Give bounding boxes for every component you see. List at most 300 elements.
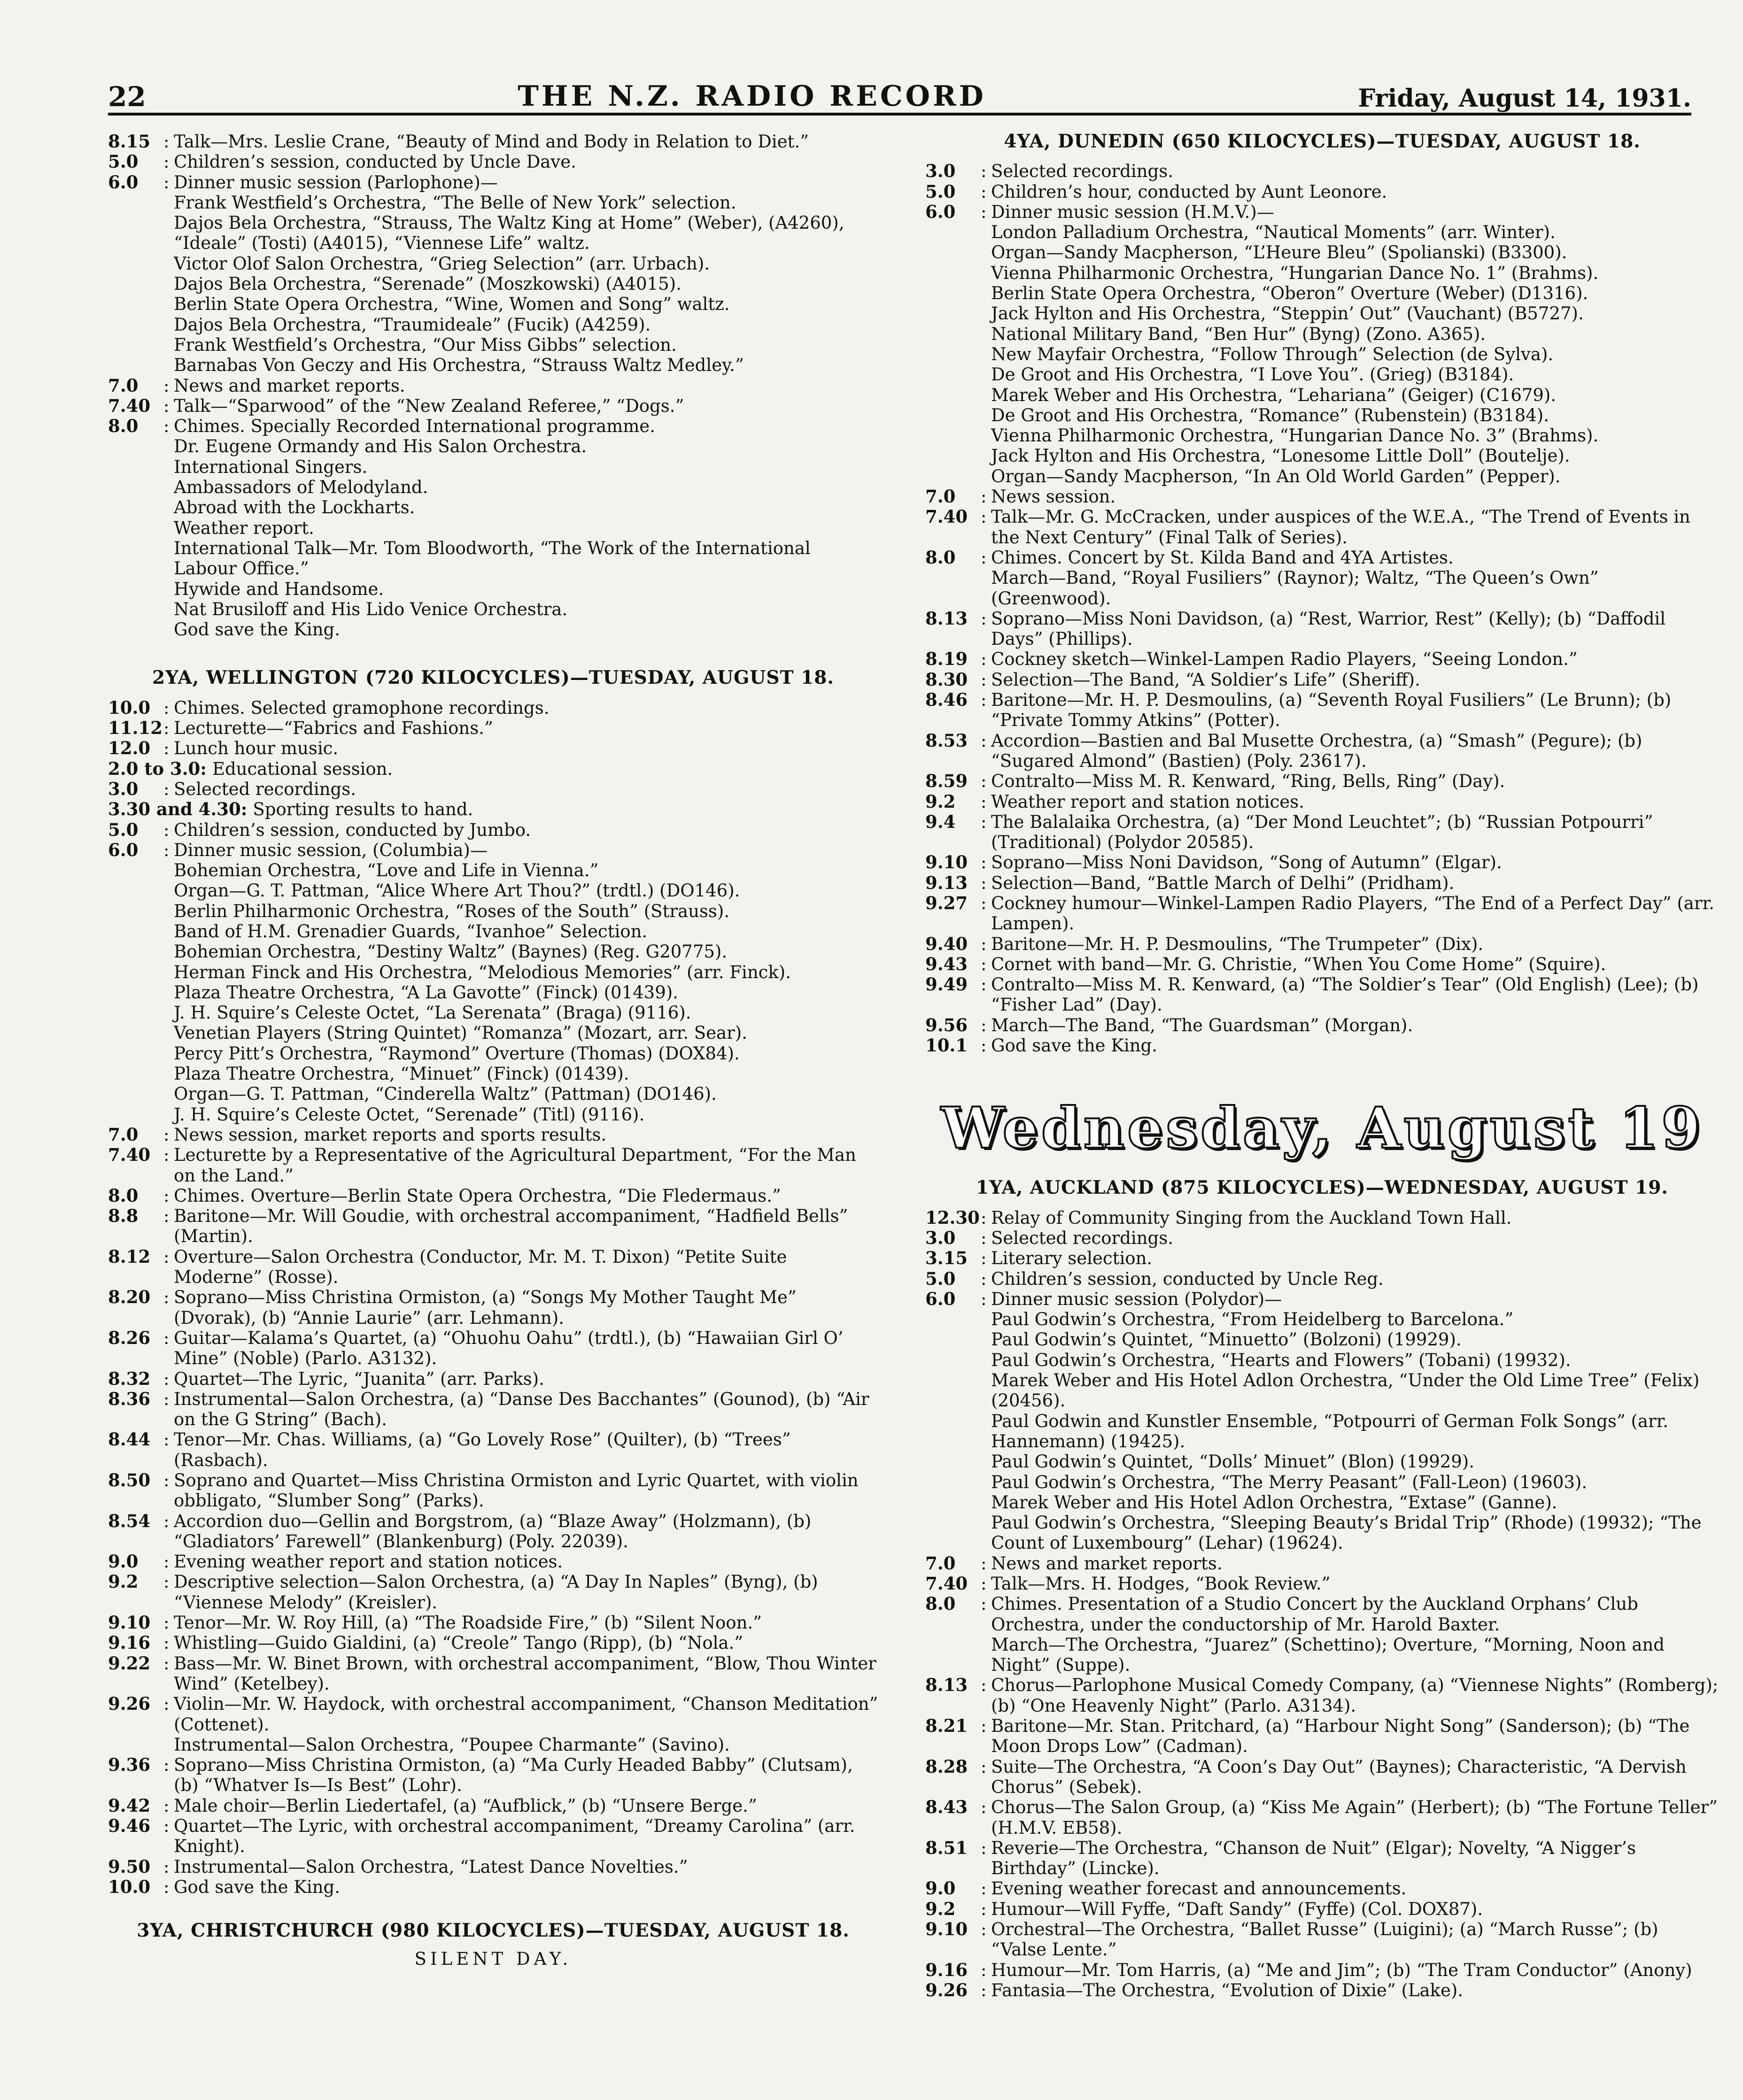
entry-text: Lunch hour music. <box>174 738 339 759</box>
entry-text: Chorus—Parlophone Musical Comedy Company, (a) “Viennese Nights” (Romberg); (b) “One Heavenly Night” (Parlo. A3134). <box>991 1675 1719 1716</box>
entry-time: 6.0 <box>925 1288 956 1309</box>
entry-text: News session, market reports and sports results. <box>174 1124 607 1145</box>
entry-text: Talk—Mrs. Leslie Crane, “Beauty of Mind and Body in Relation to Diet.” <box>174 131 809 152</box>
programme-entry: 9.2 : Humour—Will Fyffe, “Daft Sandy” (Fyffe) (Col. DOX87). <box>925 1899 1719 1919</box>
entry-text: Talk—“Sparwood” of the “New Zealand Referee,” “Dogs.” <box>174 395 684 416</box>
programme-item: Berlin State Opera Orchestra, “Wine, Women and Song” waltz. <box>174 294 730 315</box>
entry-text: Chimes. Concert by St. Kilda Band and 4YA Artistes. <box>991 547 1454 568</box>
entry-text: Contralto—Miss M. R. Kenward, “Ring, Bells, Ring” (Day). <box>991 771 1505 792</box>
programme-item: Paul Godwin’s Quintet, “Dolls’ Minuet” (Blon) (19929). <box>991 1451 1475 1472</box>
entry-time: 8.43 <box>925 1797 968 1818</box>
programme-item: Paul Godwin’s Orchestra, “Sleeping Beauty’s Bridal Trip” (Rhode) (19932); “The Count of Luxembourg” (Lehar) (19624). <box>991 1513 1702 1553</box>
programme-entry: 8.13 : Chorus—Parlophone Musical Comedy Company, (a) “Viennese Nights” (Romberg); (b) “One Heavenly Night” (Parlo. A3134). <box>925 1675 1719 1716</box>
programme-entry: 3.0 : Selected recordings. <box>925 1228 1719 1248</box>
entry-text: Selected recordings. <box>174 779 356 799</box>
entry-time: 8.54 <box>108 1510 151 1531</box>
entry-time: 10.0 <box>108 1876 151 1897</box>
entry-time: 9.49 <box>925 974 968 995</box>
programme-entry: 6.0 : Dinner music session, (Columbia)— <box>108 840 878 860</box>
entry-text: Children’s session, conducted by Uncle Reg. <box>991 1268 1384 1289</box>
programme-entry: 8.30 : Selection—The Band, “A Soldier’s Life” (Sheriff). <box>925 670 1719 690</box>
programme-entry: 8.46 : Baritone—Mr. H. P. Desmoulins, (a) “Seventh Royal Fusiliers” (Le Brunn); (b) “Private Tommy Atkins” (Potter). <box>925 690 1719 731</box>
entry-time: 11.12 <box>108 718 163 739</box>
entry-time: 8.30 <box>925 669 968 690</box>
programme-entry: 8.15 : Talk—Mrs. Leslie Crane, “Beauty of Mind and Body in Relation to Diet.” <box>108 131 878 152</box>
programme-entry: 8.0 : Chimes. Specially Recorded International programme. <box>108 416 878 436</box>
programme-item: National Military Band, “Ben Hur” (Byng) (Zono. A365). <box>991 324 1486 344</box>
programme-item: Abroad with the Lockharts. <box>174 497 415 518</box>
programme-entry: 8.36 : Instrumental—Salon Orchestra, (a) “Danse Des Bacchantes” (Gounod), (b) “Air on the G String” (Bach). <box>108 1389 878 1430</box>
programme-item: Organ—G. T. Pattman, “Alice Where Art Thou?” (trdtl.) (DO146). <box>174 880 740 901</box>
entry-time: 9.40 <box>925 933 968 954</box>
entry-time: 6.0 <box>108 839 139 860</box>
entry-text: Accordion—Bastien and Bal Musette Orchestra, (a) “Smash” (Pegure); (b) “Sugared Almond” (Bastien) (Poly. 23617). <box>991 730 1642 771</box>
entry-time: 3.15 <box>925 1248 968 1269</box>
programme-entry: 8.51 : Reverie—The Orchestra, “Chanson de Nuit” (Elgar); Novelty, “A Nigger’s Birthday” (Lincke). <box>925 1838 1719 1879</box>
entry-text: Cornet with band—Mr. G. Christie, “When You Come Home” (Squire). <box>991 954 1606 974</box>
programme-entry: 7.40 : Lecturette by a Representative of the Agricultural Department, “For the Man on the Land.” <box>108 1145 878 1186</box>
programme-item: London Palladium Orchestra, “Nautical Moments” (arr. Winter). <box>991 222 1556 243</box>
programme-item: Paul Godwin’s Orchestra, “From Heidelberg to Barcelona.” <box>991 1309 1514 1330</box>
entry-text: News and market reports. <box>174 375 405 396</box>
entry-text: News session. <box>991 486 1116 507</box>
entry-time: 9.27 <box>925 892 968 913</box>
programme-entry: 9.27 : Cockney humour—Winkel-Lampen Radio Players, “The End of a Perfect Day” (arr. Lampen). <box>925 893 1719 934</box>
programme-item: Band of H.M. Grenadier Guards, “Ivanhoe” Selection. <box>174 921 648 942</box>
entry-text: Cockney sketch—Winkel-Lampen Radio Players, “Seeing London.” <box>991 649 1578 670</box>
entry-time: 7.0 <box>108 375 139 396</box>
page-header <box>108 70 1691 116</box>
entry-time: 7.40 <box>925 506 968 527</box>
programme-entry: 9.56 : March—The Band, “The Guardsman” (Morgan). <box>925 1015 1719 1035</box>
entry-time: 9.10 <box>925 852 968 873</box>
entry-text: Chimes. Overture—Berlin State Opera Orchestra, “Die Fledermaus.” <box>174 1185 781 1206</box>
entry-text: Whistling—Guido Gialdini, (a) “Creole” Tango (Ripp), (b) “Nola.” <box>174 1633 744 1653</box>
programme-item: Weather report. <box>174 517 314 538</box>
entry-text: Sporting results to hand. <box>253 799 473 820</box>
entry-text: Lecturette by a Representative of the Agricultural Department, “For the Man on the Land.” <box>174 1145 856 1186</box>
programme-entry: 7.40 : Talk—Mr. G. McCracken, under auspices of the W.E.A., “The Trend of Events in the Next Century” (Final Talk of Series). <box>925 507 1719 548</box>
entry-time: 5.0 <box>925 1268 956 1289</box>
entry-time: 9.0 <box>925 1878 956 1899</box>
entry-time: 8.0 <box>108 416 139 437</box>
programme-entry: 10.0 : God save the King. <box>108 1877 878 1897</box>
entry-text: Talk—Mrs. H. Hodges, “Book Review.” <box>991 1574 1331 1594</box>
programme-item: International Singers. <box>174 456 368 477</box>
programme-entry: 3.0 : Selected recordings. <box>925 161 1719 181</box>
entry-time: 8.26 <box>108 1327 151 1348</box>
entry-text: Dinner music session (H.M.V.)— <box>991 201 1274 222</box>
programme-item: Marek Weber and His Hotel Adlon Orchestra, “Under the Old Lime Tree” (Felix) (20456). <box>991 1370 1700 1411</box>
entry-time: 5.0 <box>925 181 956 202</box>
entry-time: 8.15 <box>108 131 151 152</box>
station-heading-4ya: 4YA, DUNEDIN (650 KILOCYCLES)—TUESDAY, AUGUST 18. <box>1004 131 1641 152</box>
right-column <box>925 131 1719 2000</box>
entry-text: Suite—The Orchestra, “A Coon’s Day Out” (Baynes); Characteristic, “A Dervish Chorus” (Sebek). <box>991 1756 1687 1797</box>
programme-item: Marek Weber and His Orchestra, “Lehariana” (Geiger) (C1679). <box>991 385 1557 405</box>
programme-entry: 10.1 : God save the King. <box>925 1035 1719 1056</box>
entry-time: 9.13 <box>925 872 968 893</box>
entry-text: Weather report and station notices. <box>991 791 1304 812</box>
programme-item: March—The Orchestra, “Juarez” (Schettino); Overture, “Morning, Noon and Night” (Suppe). <box>991 1634 1665 1675</box>
entry-text: March—The Band, “The Guardsman” (Morgan). <box>991 1015 1413 1035</box>
programme-item: Organ—Sandy Macpherson, “L’Heure Bleu” (Spolianski) (B3300). <box>991 242 1567 263</box>
programme-entry: 9.50 : Instrumental—Salon Orchestra, “Latest Dance Novelties.” <box>108 1857 878 1877</box>
programme-entry: 8.12 : Overture—Salon Orchestra (Conductor, Mr. M. T. Dixon) “Petite Suite Moderne” (Rosse). <box>108 1247 878 1288</box>
entry-time: 8.51 <box>925 1837 968 1858</box>
programme-item: New Mayfair Orchestra, “Follow Through” Selection (de Sylva). <box>991 344 1554 364</box>
entry-text: Overture—Salon Orchestra (Conductor, Mr. M. T. Dixon) “Petite Suite Moderne” (Rosse). <box>174 1246 787 1288</box>
entry-text: Selected recordings. <box>991 161 1173 182</box>
entry-time: 7.0 <box>925 486 956 507</box>
entry-text: Tenor—Mr. W. Roy Hill, (a) “The Roadside Fire,” (b) “Silent Noon.” <box>174 1613 762 1633</box>
day-heading: Wednesday, August 19 <box>941 1095 1704 1162</box>
programme-item: Instrumental—Salon Orchestra, “Poupee Charmante” (Savino). <box>174 1734 730 1755</box>
entry-text: Instrumental—Salon Orchestra, (a) “Danse Des Bacchantes” (Gounod), (b) “Air on the G String” (Bach). <box>174 1389 869 1430</box>
entry-time: 8.0 <box>925 1593 956 1614</box>
entry-text: God save the King. <box>991 1035 1157 1056</box>
entry-text: God save the King. <box>174 1876 340 1897</box>
entry-time: 8.13 <box>925 608 968 629</box>
programme-entry: 9.10 : Soprano—Miss Noni Davidson, “Song of Autumn” (Elgar). <box>925 852 1719 872</box>
programme-entry: 8.19 : Cockney sketch—Winkel-Lampen Radio Players, “Seeing London.” <box>925 649 1719 669</box>
entry-text: Selection—Band, “Battle March of Delhi” (Pridham). <box>991 872 1455 893</box>
entry-text: Relay of Community Singing from the Auckland Town Hall. <box>991 1207 1512 1228</box>
programme-entry: 8.13 : Soprano—Miss Noni Davidson, (a) “Rest, Warrior, Rest” (Kelly); (b) “Daffodil Days” (Phillips). <box>925 609 1719 649</box>
programme-entry: 9.0 : Evening weather report and station notices. <box>108 1552 878 1572</box>
programme-entry: 10.0 : Chimes. Selected gramophone recordings. <box>108 698 878 718</box>
programme-entry: 6.0 : Dinner music session (Parlophone)— <box>108 172 878 193</box>
programme-item: Hywide and Handsome. <box>174 579 384 599</box>
entry-text: Chimes. Selected gramophone recordings. <box>174 697 550 718</box>
programme-entry: 9.4 : The Balalaika Orchestra, (a) “Der Mond Leuchtet”; (b) “Russian Potpourri” (Traditional) (Polydor 20585). <box>925 812 1719 853</box>
entry-text: Educational session. <box>212 758 393 779</box>
entry-time: 8.21 <box>925 1715 968 1737</box>
entry-text: Evening weather report and station notices. <box>174 1552 563 1572</box>
entry-time: 3.0 <box>108 778 139 799</box>
programme-entry: 8.53 : Accordion—Bastien and Bal Musette Orchestra, (a) “Smash” (Pegure); (b) “Sugared Almond” (Bastien) (Poly. 23617). <box>925 731 1719 772</box>
programme-entry: 8.59 : Contralto—Miss M. R. Kenward, “Ring, Bells, Ring” (Day). <box>925 771 1719 791</box>
programme-item: Dajos Bela Orchestra, “Serenade” (Moszkowski) (A4015). <box>174 274 682 294</box>
entry-time: 7.0 <box>925 1552 956 1574</box>
programme-entry: 8.0 : Chimes. Concert by St. Kilda Band and 4YA Artistes. <box>925 548 1719 568</box>
entry-time: 9.26 <box>925 1979 968 2000</box>
programme-item: Marek Weber and His Hotel Adlon Orchestra, “Extase” (Ganne). <box>991 1492 1557 1513</box>
programme-item: Venetian Players (String Quintet) “Romanza” (Mozart, arr. Sear). <box>174 1023 747 1043</box>
entry-text: Soprano—Miss Noni Davidson, (a) “Rest, Warrior, Rest” (Kelly); (b) “Daffodil Days” (Phillips). <box>991 608 1666 649</box>
entry-text: Evening weather forecast and announcements. <box>991 1878 1407 1899</box>
entry-text: Quartet—The Lyric, “Juanita” (arr. Parks). <box>174 1368 544 1389</box>
entry-time: 8.28 <box>925 1756 968 1777</box>
programme-entry: 8.28 : Suite—The Orchestra, “A Coon’s Day Out” (Baynes); Characteristic, “A Dervish Chorus” (Sebek). <box>925 1757 1719 1798</box>
entry-time: 9.50 <box>108 1856 151 1877</box>
programme-entry: 8.0 : Chimes. Overture—Berlin State Opera Orchestra, “Die Fledermaus.” <box>108 1186 878 1206</box>
programme-entry: 12.0 : Lunch hour music. <box>108 738 878 758</box>
entry-text: Children’s hour, conducted by Aunt Leonore. <box>991 181 1387 202</box>
programme-item: Bohemian Orchestra, “Destiny Waltz” (Baynes) (Reg. G20775). <box>174 942 728 962</box>
programme-entry: 8.43 : Chorus—The Salon Group, (a) “Kiss Me Again” (Herbert); (b) “The Fortune Teller” (H.M.V. EB58). <box>925 1797 1719 1838</box>
entry-time: 3.0 <box>925 161 956 182</box>
entry-text: Baritone—Mr. Will Goudie, with orchestral accompaniment, “Hadfield Bells” (Martin). <box>174 1206 848 1247</box>
entry-time: 9.4 <box>925 811 956 832</box>
programme-item: Frank Westfield’s Orchestra, “Our Miss Gibbs” selection. <box>174 334 677 355</box>
entry-text: Descriptive selection—Salon Orchestra, (a) “A Day In Naples” (Byng), (b) “Viennese Melody” (Kreisler). <box>174 1572 818 1613</box>
programme-entry: 8.54 : Accordion duo—Gellin and Borgstrom, (a) “Blaze Away” (Holzmann), (b) “Gladiators’ Farewell” (Blankenburg) (Poly. 22039). <box>108 1511 878 1552</box>
entry-text: Chimes. Presentation of a Studio Concert by the Auckland Orphans’ Club Orchestra, under the conductorship of Mr. Harold Baxter. <box>991 1594 1638 1635</box>
entry-time: 8.46 <box>925 689 968 710</box>
entry-time: 9.22 <box>108 1652 151 1674</box>
entry-text: Chorus—The Salon Group, (a) “Kiss Me Again” (Herbert); (b) “The Fortune Teller” (H.M.V. EB58). <box>991 1797 1718 1838</box>
entry-time: 7.40 <box>925 1573 968 1594</box>
entry-text: Selected recordings. <box>991 1228 1173 1248</box>
station-heading-1ya: 1YA, AUCKLAND (875 KILOCYCLES)—WEDNESDAY, AUGUST 19. <box>976 1177 1668 1199</box>
programme-entry: 11.12 : Lecturette—“Fabrics and Fashions.” <box>108 718 878 738</box>
entry-time: 8.20 <box>108 1287 151 1308</box>
entry-text: Contralto—Miss M. R. Kenward, (a) “The Soldier’s Tear” (Old English) (Lee); (b) “Fisher Lad” (Day). <box>991 974 1699 1015</box>
entry-time: 8.0 <box>108 1185 139 1206</box>
programme-item: J. H. Squire’s Celeste Octet, “La Serenata” (Braga) (9116). <box>174 1003 691 1023</box>
entry-text: Quartet—The Lyric, with orchestral accompaniment, “Dreamy Carolina” (arr. Knight). <box>174 1816 855 1857</box>
entry-time: 7.40 <box>108 395 151 416</box>
programme-item: Paul Godwin’s Orchestra, “The Merry Peasant” (Fall-Leon) (19603). <box>991 1472 1588 1492</box>
entry-text: Soprano—Miss Christina Ormiston, (a) “Ma Curly Headed Babby” (Clutsam), (b) “Whatver Is—Is Best” (Lohr). <box>174 1755 853 1796</box>
programme-entry: 7.40 : Talk—Mrs. H. Hodges, “Book Review.” <box>925 1574 1719 1594</box>
entry-text: Male choir—Berlin Liedertafel, (a) “Aufblick,” (b) “Unsere Berge.” <box>174 1795 757 1816</box>
programme-entry: 9.49 : Contralto—Miss M. R. Kenward, (a) “The Soldier’s Tear” (Old English) (Lee); (b) “Fisher Lad” (Day). <box>925 974 1719 1015</box>
entry-text: Children’s session, conducted by Jumbo. <box>174 819 531 840</box>
programme-item: J. H. Squire’s Celeste Octet, “Serenade” (Titl) (9116). <box>174 1104 645 1125</box>
programme-entry: 9.43 : Cornet with band—Mr. G. Christie, “When You Come Home” (Squire). <box>925 954 1719 974</box>
programme-item: De Groot and His Orchestra, “Romance” (Rubenstein) (B3184). <box>991 405 1549 425</box>
entry-text: Talk—Mr. G. McCracken, under auspices of the W.E.A., “The Trend of Events in the Next Century” (Final Talk of Series). <box>991 507 1690 548</box>
programme-item: Berlin State Opera Orchestra, “Oberon” Overture (Weber) (D1316). <box>991 283 1588 304</box>
entry-time: 8.53 <box>925 730 968 751</box>
programme-entry: 9.26 : Violin—Mr. W. Haydock, with orchestral accompaniment, “Chanson Meditation” (Cottenet). <box>108 1693 878 1735</box>
entry-text: Baritone—Mr. H. P. Desmoulins, (a) “Seventh Royal Fusiliers” (Le Brunn); (b) “Private Tommy Atkins” (Potter). <box>991 690 1672 731</box>
entry-time: 8.19 <box>925 649 968 670</box>
entry-time: 12.0 <box>108 738 151 759</box>
programme-item: Organ—G. T. Pattman, “Cinderella Waltz” (Pattman) (DO146). <box>174 1084 717 1104</box>
programme-item: Organ—Sandy Macpherson, “In An Old World Garden” (Pepper). <box>991 466 1561 486</box>
programme-entry: 9.10 : Tenor—Mr. W. Roy Hill, (a) “The Roadside Fire,” (b) “Silent Noon.” <box>108 1613 878 1633</box>
issue-date: Friday, August 14, 1931. <box>1358 84 1691 113</box>
entry-time: 9.0 <box>108 1551 139 1572</box>
programme-entry: 9.2 : Descriptive selection—Salon Orchestra, (a) “A Day In Naples” (Byng), (b) “Viennese Melody” (Kreisler). <box>108 1572 878 1613</box>
programme-item: Jack Hylton and His Orchestra, “Lonesome Little Doll” (Boutelje). <box>991 446 1570 466</box>
programme-entry: 8.20 : Soprano—Miss Christina Ormiston, (a) “Songs My Mother Taught Me” (Dvorak), (b) “Annie Laurie” (arr. Lehmann). <box>108 1287 878 1328</box>
entry-time: 9.36 <box>108 1754 151 1776</box>
programme-entry: 5.0 : Children’s session, conducted by Uncle Dave. <box>108 152 878 172</box>
programme-item: Dr. Eugene Ormandy and His Salon Orchestra. <box>174 436 587 457</box>
programme-item: Jack Hylton and His Orchestra, “Steppin’ Out” (Vauchant) (B5727). <box>991 303 1584 324</box>
programme-entry: 7.0 : News session. <box>925 486 1719 507</box>
entry-time: 9.43 <box>925 953 968 974</box>
programme-entry: 9.46 : Quartet—The Lyric, with orchestral accompaniment, “Dreamy Carolina” (arr. Knight). <box>108 1816 878 1857</box>
programme-entry: 9.42 : Male choir—Berlin Liedertafel, (a) “Aufblick,” (b) “Unsere Berge.” <box>108 1796 878 1816</box>
programme-entry: 9.40 : Baritone—Mr. H. P. Desmoulins, “The Trumpeter” (Dix). <box>925 934 1719 954</box>
programme-item: Ambassadors of Melodyland. <box>174 477 428 498</box>
entry-time: 9.42 <box>108 1795 151 1816</box>
programme-entry: 3.0 : Selected recordings. <box>108 779 878 799</box>
programme-entry: 6.0 : Dinner music session (H.M.V.)— <box>925 202 1719 222</box>
entry-time: 8.32 <box>108 1368 151 1389</box>
programme-entry: 12.30 : Relay of Community Singing from the Auckland Town Hall. <box>925 1208 1719 1228</box>
programme-item: Vienna Philharmonic Orchestra, “Hungarian Dance No. 3” (Brahms). <box>991 425 1599 446</box>
programme-item: Frank Westfield’s Orchestra, “The Belle of New York” selection. <box>174 192 736 213</box>
entry-time: 9.46 <box>108 1815 151 1837</box>
entry-text: Chimes. Specially Recorded International programme. <box>174 416 655 437</box>
programme-1ya-wednesday <box>925 1208 1719 2001</box>
publication-title: THE N.Z. RADIO RECORD <box>518 80 986 113</box>
entry-text: Instrumental—Salon Orchestra, “Latest Dance Novelties.” <box>174 1856 688 1877</box>
programme-item: Victor Olof Salon Orchestra, “Grieg Selection” (arr. Urbach). <box>174 253 710 274</box>
entry-text: Lecturette—“Fabrics and Fashions.” <box>174 718 493 739</box>
entry-text: Orchestral—The Orchestra, “Ballet Russe” (Luigini); (a) “March Russe”; (b) “Valse Lente.” <box>991 1919 1658 1960</box>
entry-text: Selection—The Band, “A Soldier’s Life” (Sheriff). <box>991 669 1420 690</box>
entry-time: 7.0 <box>108 1124 139 1145</box>
station-heading-2ya: 2YA, WELLINGTON (720 KILOCYCLES)—TUESDAY, AUGUST 18. <box>152 667 834 689</box>
entry-text: Violin—Mr. W. Haydock, with orchestral accompaniment, “Chanson Meditation” (Cottenet). <box>174 1694 878 1735</box>
programme-item: Percy Pitt’s Orchestra, “Raymond” Overture (Thomas) (DOX84). <box>174 1043 740 1064</box>
entry-text: The Balalaika Orchestra, (a) “Der Mond Leuchtet”; (b) “Russian Potpourri” (Traditional) (Polydor 20585). <box>991 811 1653 853</box>
entry-text: Literary selection. <box>991 1248 1153 1269</box>
programme-entry: 9.2 : Weather report and station notices. <box>925 792 1719 812</box>
entry-time: 9.10 <box>108 1612 151 1633</box>
programme-entry: 7.0 : News and market reports. <box>108 376 878 396</box>
programme-entry: 9.0 : Evening weather forecast and announcements. <box>925 1878 1719 1899</box>
programme-item: Nat Brusiloff and His Lido Venice Orchestra. <box>174 599 568 619</box>
programme-entry: 5.0 : Children’s hour, conducted by Aunt Leonore. <box>925 182 1719 202</box>
entry-text: Accordion duo—Gellin and Borgstrom, (a) “Blaze Away” (Holzmann), (b) “Gladiators’ Farewell” (Blankenburg) (Poly. 22039). <box>174 1511 812 1552</box>
entry-text: Guitar—Kalama’s Quartet, (a) “Ohuohu Oahu” (trdtl.), (b) “Hawaiian Girl O’ Mine” (Noble) (Parlo. A3132). <box>174 1328 844 1369</box>
station-heading-3ya: 3YA, CHRISTCHURCH (980 KILOCYCLES)—TUESDAY, AUGUST 18. <box>137 1920 850 1942</box>
entry-text: Soprano and Quartet—Miss Christina Ormiston and Lyric Quartet, with violin obbligato, “Slumber Song” (Parks). <box>174 1470 859 1511</box>
entry-time: 8.36 <box>108 1388 151 1409</box>
entry-time: 8.0 <box>925 547 956 568</box>
entry-time: 9.16 <box>925 1959 968 1980</box>
page-number: 22 <box>108 81 146 113</box>
programme-entry: 7.0 : News session, market reports and sports results. <box>108 1125 878 1145</box>
entry-time: 8.8 <box>108 1205 139 1227</box>
programme-item: Paul Godwin and Kunstler Ensemble, “Potpourri of German Folk Songs” (arr. Hannemann) (19425). <box>991 1411 1669 1451</box>
programme-item: Vienna Philharmonic Orchestra, “Hungarian Dance No. 1” (Brahms). <box>991 262 1599 283</box>
programme-entry: 8.8 : Baritone—Mr. Will Goudie, with orchestral accompaniment, “Hadfield Bells” (Martin). <box>108 1206 878 1247</box>
programme-item: Dajos Bela Orchestra, “Strauss, The Waltz King at Home” (Weber), (A4260), “Ideale” (Tosti) (A4015), “Viennese Life” waltz. <box>174 213 844 254</box>
programme-entry: 8.44 : Tenor—Mr. Chas. Williams, (a) “Go Lovely Rose” (Quilter), (b) “Trees” (Rasbach). <box>108 1429 878 1470</box>
entry-text: Soprano—Miss Noni Davidson, “Song of Autumn” (Elgar). <box>991 852 1502 873</box>
entry-time: 8.13 <box>925 1675 968 1696</box>
programme-entry: 3.15 : Literary selection. <box>925 1248 1719 1268</box>
entry-text: Dinner music session, (Columbia)— <box>174 840 488 860</box>
entry-time: 9.2 <box>925 1898 956 1919</box>
programme-entry: 9.16 : Humour—Mr. Tom Harris, (a) “Me and Jim”; (b) “The Tram Conductor” (Anony) <box>925 1960 1719 1980</box>
entry-time: 6.0 <box>925 201 956 222</box>
entry-text: Cockney humour—Winkel-Lampen Radio Players, “The End of a Perfect Day” (arr. Lampen). <box>991 893 1714 934</box>
entry-text: Dinner music session (Polydor)— <box>991 1289 1282 1309</box>
entry-time: 8.50 <box>108 1470 151 1490</box>
programme-entry <box>108 759 878 779</box>
entry-text: News and market reports. <box>991 1553 1223 1574</box>
entry-time: 9.2 <box>925 791 956 812</box>
programme-entry: 8.32 : Quartet—The Lyric, “Juanita” (arr. Parks). <box>108 1369 878 1389</box>
entry-text: Dinner music session (Parlophone)— <box>174 172 498 193</box>
programme-item: International Talk—Mr. Tom Bloodworth, “The Work of the International Labour Office.” <box>174 538 811 579</box>
programme-item: March—Band, “Royal Fusiliers” (Raynor); Waltz, “The Queen’s Own” (Greenwood). <box>991 568 1599 609</box>
programme-1ya-tuesday <box>108 131 878 640</box>
programme-item: Plaza Theatre Orchestra, “Minuet” (Finck) (01439). <box>174 1064 629 1084</box>
left-column <box>108 131 878 1969</box>
programme-entry: 9.13 : Selection—Band, “Battle March of Delhi” (Pridham). <box>925 873 1719 893</box>
programme-item: Herman Finck and His Orchestra, “Melodious Memories” (arr. Finck). <box>174 962 791 982</box>
programme-entry: 8.0 : Chimes. Presentation of a Studio Concert by the Auckland Orphans’ Club Orchestra, under the conductorship of Mr. Harold Baxter. <box>925 1594 1719 1635</box>
entry-time: 10.1 <box>925 1035 968 1056</box>
programme-entry: 6.0 : Dinner music session (Polydor)— <box>925 1289 1719 1309</box>
silent-day-note: SILENT DAY. <box>414 1948 572 1969</box>
entry-text: Fantasia—The Orchestra, “Evolution of Dixie” (Lake). <box>991 1980 1464 2000</box>
entry-text: Reverie—The Orchestra, “Chanson de Nuit” (Elgar); Novelty, “A Nigger’s Birthday” (Lincke). <box>991 1838 1636 1879</box>
programme-item: God save the King. <box>174 619 340 640</box>
entry-time: 2.0 to 3.0: <box>108 758 207 779</box>
programme-item: Paul Godwin’s Orchestra, “Hearts and Flowers” (Tobani) (19932). <box>991 1350 1571 1370</box>
entry-time: 6.0 <box>108 171 139 193</box>
programme-item: Paul Godwin’s Quintet, “Minuetto” (Bolzoni) (19929). <box>991 1329 1462 1350</box>
entry-time: 9.56 <box>925 1014 968 1035</box>
entry-time: 5.0 <box>108 151 139 172</box>
programme-item: Dajos Bela Orchestra, “Traumideale” (Fucik) (A4259). <box>174 314 651 335</box>
programme-entry: 9.22 : Bass—Mr. W. Binet Brown, with orchestral accompaniment, “Blow, Thou Winter Wind” (Ketelbey). <box>108 1653 878 1694</box>
entry-text: Baritone—Mr. H. P. Desmoulins, “The Trumpeter” (Dix). <box>991 934 1484 954</box>
programme-4ya-tuesday <box>925 161 1719 1056</box>
entry-text: Bass—Mr. W. Binet Brown, with orchestral accompaniment, “Blow, Thou Winter Wind” (Ketelbey). <box>174 1653 876 1694</box>
programme-entry <box>108 799 878 819</box>
entry-text: Tenor—Mr. Chas. Williams, (a) “Go Lovely Rose” (Quilter), (b) “Trees” (Rasbach). <box>174 1429 791 1470</box>
entry-time: 9.2 <box>108 1571 139 1592</box>
entry-text: Humour—Mr. Tom Harris, (a) “Me and Jim”; (b) “The Tram Conductor” (Anony) <box>991 1960 1692 1980</box>
entry-time: 9.26 <box>108 1693 151 1714</box>
entry-time: 3.30 and 4.30: <box>108 799 248 820</box>
programme-entry: 9.36 : Soprano—Miss Christina Ormiston, (a) “Ma Curly Headed Babby” (Clutsam), (b) “Whatver Is—Is Best” (Lohr). <box>108 1755 878 1796</box>
programme-item: Plaza Theatre Orchestra, “A La Gavotte” (Finck) (01439). <box>174 982 678 1003</box>
programme-entry: 7.40 : Talk—“Sparwood” of the “New Zealand Referee,” “Dogs.” <box>108 396 878 416</box>
entry-time: 7.40 <box>108 1144 151 1166</box>
programme-entry: 9.16 : Whistling—Guido Gialdini, (a) “Creole” Tango (Ripp), (b) “Nola.” <box>108 1633 878 1653</box>
entry-text: Children’s session, conducted by Uncle Dave. <box>174 152 576 172</box>
programme-entry: 7.0 : News and market reports. <box>925 1553 1719 1574</box>
programme-item: Bohemian Orchestra, “Love and Life in Vienna.” <box>174 860 599 881</box>
programme-entry: 8.21 : Baritone—Mr. Stan. Pritchard, (a) “Harbour Night Song” (Sanderson); (b) “The Moon Drops Low” (Cadman). <box>925 1716 1719 1757</box>
programme-entry: 9.26 : Fantasia—The Orchestra, “Evolution of Dixie” (Lake). <box>925 1980 1719 2000</box>
programme-item: Barnabas Von Geczy and His Orchestra, “Strauss Waltz Medley.” <box>174 355 744 376</box>
entry-time: 9.10 <box>925 1919 968 1940</box>
entry-time: 8.12 <box>108 1246 151 1267</box>
programme-entry: 5.0 : Children’s session, conducted by Uncle Reg. <box>925 1269 1719 1289</box>
entry-time: 8.59 <box>925 771 968 792</box>
programme-entry: 5.0 : Children’s session, conducted by Jumbo. <box>108 820 878 840</box>
entry-time: 12.30 <box>925 1207 980 1228</box>
programme-entry: 8.50 : Soprano and Quartet—Miss Christina Ormiston and Lyric Quartet, with violin obbligato, “Slumber Song” (Parks). <box>108 1470 878 1511</box>
entry-text: Soprano—Miss Christina Ormiston, (a) “Songs My Mother Taught Me” (Dvorak), (b) “Annie Laurie” (arr. Lehmann). <box>174 1287 797 1328</box>
entry-text: Humour—Will Fyffe, “Daft Sandy” (Fyffe) (Col. DOX87). <box>991 1899 1483 1919</box>
programme-entry: 9.10 : Orchestral—The Orchestra, “Ballet Russe” (Luigini); (a) “March Russe”; (b) “Valse Lente.” <box>925 1919 1719 1960</box>
entry-time: 10.0 <box>108 697 151 718</box>
entry-time: 8.44 <box>108 1429 151 1450</box>
entry-text: Baritone—Mr. Stan. Pritchard, (a) “Harbour Night Song” (Sanderson); (b) “The Moon Drops Low” (Cadman). <box>991 1716 1690 1757</box>
programme-2ya-tuesday <box>108 698 878 1898</box>
programme-item: De Groot and His Orchestra, “I Love You”. (Grieg) (B3184). <box>991 364 1514 385</box>
programme-entry: 8.26 : Guitar—Kalama’s Quartet, (a) “Ohuohu Oahu” (trdtl.), (b) “Hawaiian Girl O’ Mine” (Noble) (Parlo. A3132). <box>108 1328 878 1369</box>
entry-time: 3.0 <box>925 1227 956 1248</box>
entry-time: 5.0 <box>108 819 139 840</box>
